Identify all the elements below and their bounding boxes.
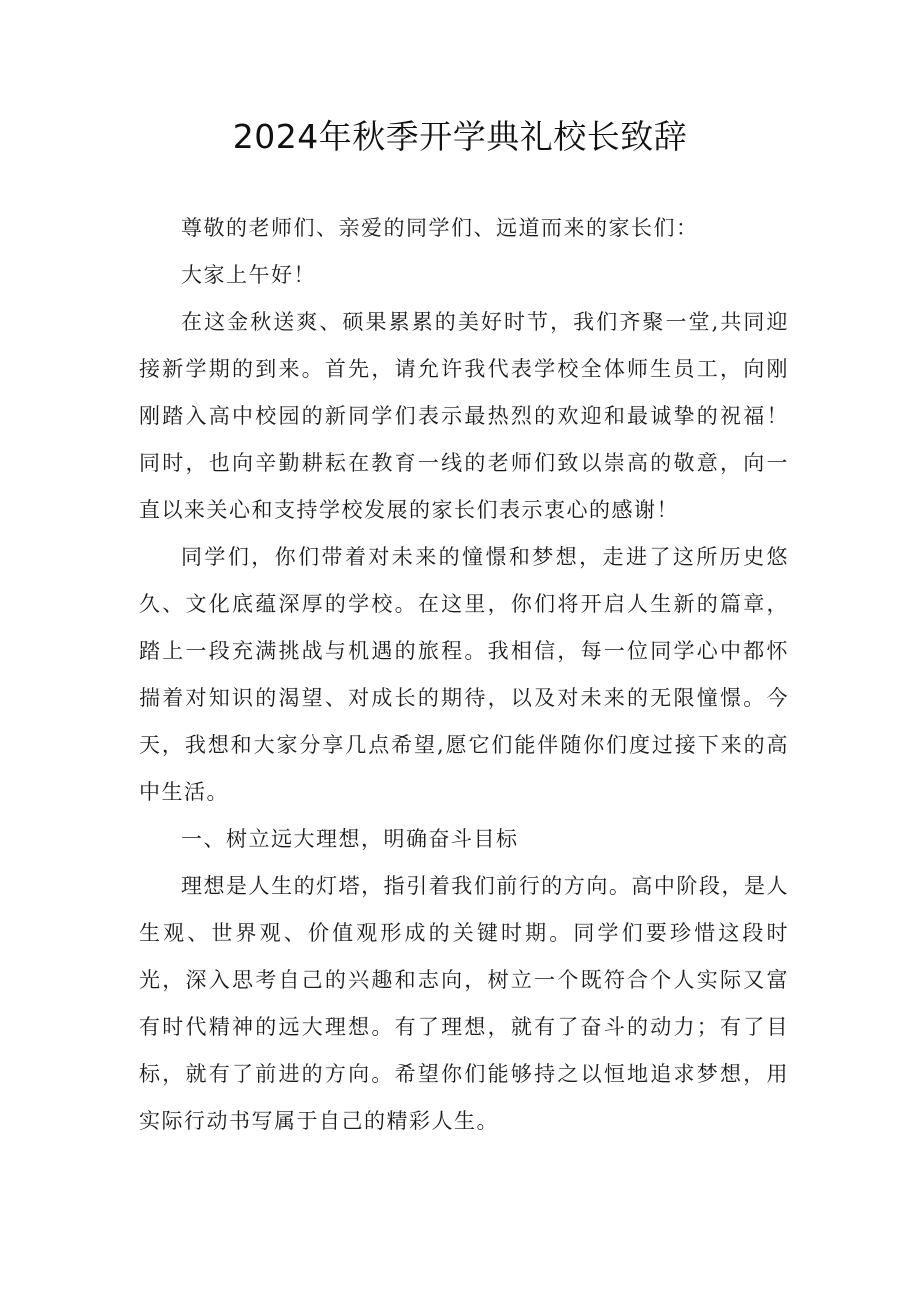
speech-body xyxy=(139,205,789,1145)
intro-paragraph: 同学们，你们带着对未来的憧憬和梦想，走进了这所历史悠久、文化底蕴深厚的学校。在这里，你们将开启人生新的篇章，踏上一段充满挑战与机遇的旅程。我相信，每一位同学心中都怀揣着对知识的渴望、对成长的期待，以及对未来的无限憧憬。今天，我想和大家分享几点希望,愿它们能伴随你们度过接下来的高中生活。 xyxy=(139,545,789,804)
greeting-paragraph: 大家上午好！ xyxy=(181,263,316,287)
salutation-paragraph: 尊敬的老师们、亲爱的同学们、远道而来的家长们： xyxy=(181,216,699,240)
welcome-paragraph: 在这金秋送爽、硕果累累的美好时节，我们齐聚一堂,共同迎接新学期的到来。首先，请允许我代表学校全体师生员工，向刚刚踏入高中校园的新同学们表示最热烈的欢迎和最诚挚的祝福！同时，也向辛勤耕耘在教育一线的老师们致以崇高的敬意，向一直以来关心和支持学校发展的家长们表示衷心的感谢！ xyxy=(139,310,789,522)
ideals-paragraph: 理想是人生的灯塔，指引着我们前行的方向。高中阶段，是人生观、世界观、价值观形成的关键时期。同学们要珍惜这段时光，深入思考自己的兴趣和志向，树立一个既符合个人实际又富有时代精神的远大理想。有了理想，就有了奋斗的动力；有了目标，就有了前进的方向。希望你们能够持之以恒地追求梦想，用实际行动书写属于自己的精彩人生。 xyxy=(139,874,789,1133)
section-heading: 一、树立远大理想，明确奋斗目标 xyxy=(181,827,519,851)
document-title: 2024年秋季开学典礼校长致辞 xyxy=(232,117,688,156)
